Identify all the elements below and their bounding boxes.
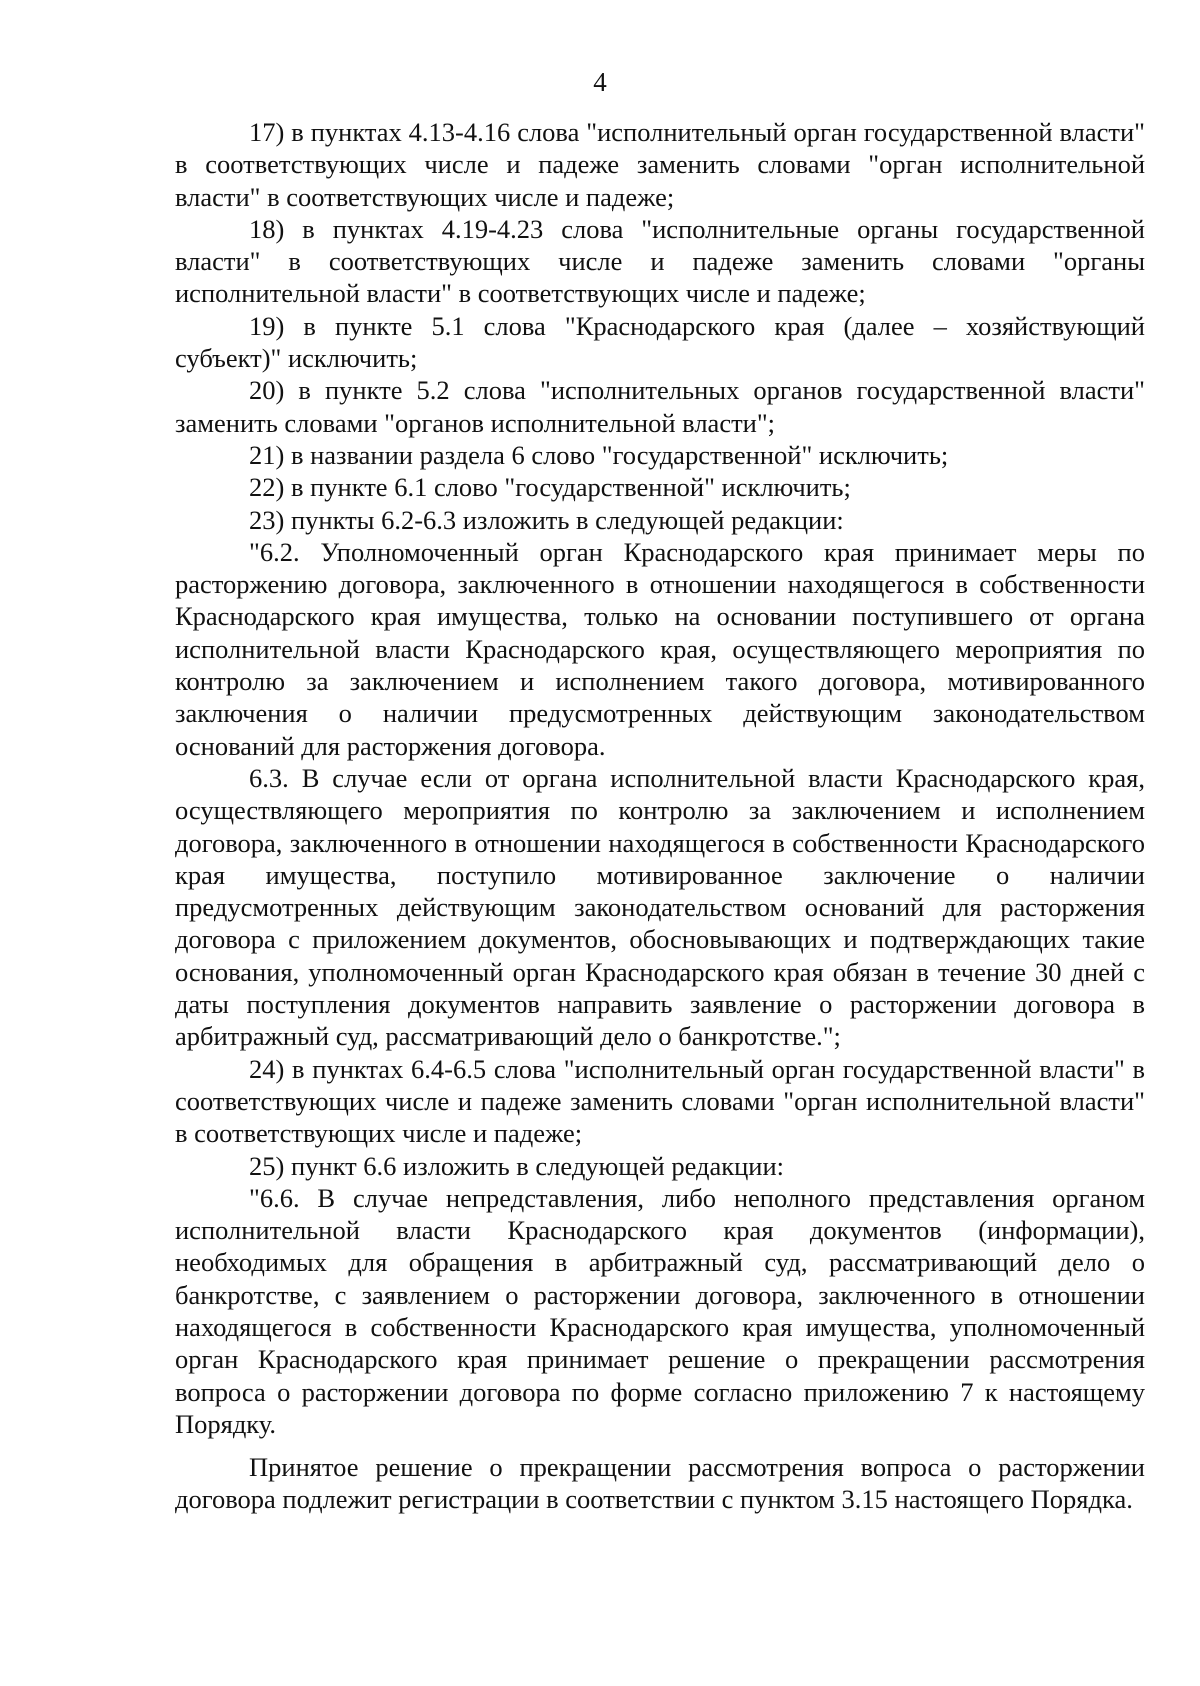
paragraph-registration-note: Принятое решение о прекращении рассмотрения вопроса о расторжении договора подлежит регистрации в соответствии с пунктом 3.15 настоящего Порядка. [175,1452,1145,1515]
paragraph-item-20: 20) в пункте 5.2 слова "исполнительных органов государственной власти" заменить словами "органов исполнительной власти"; [175,375,1145,438]
document-body [175,116,1145,1516]
paragraph-item-19: 19) в пункте 5.1 слова "Краснодарского края (далее – хозяйствующий субъект)" исключить; [175,310,1145,374]
paragraph-item-21: 21) в названии раздела 6 слово "государственной" исключить; [249,439,949,470]
page-number: 4 [593,67,607,97]
paragraph-item-24: 24) в пунктах 6.4-6.5 слова "исполнительный орган государственной власти" в соответствующих числе и падеже заменить словами "орган исполнительной власти" в соответствующих числе и падеже; [175,1053,1145,1149]
paragraph-clause-6-6: "6.6. В случае непредставления, либо неполного представления органом исполнительной власти Краснодарского края документов (информации), необходимых для обращения в арбитражный суд, рассматривающий дело о банкротстве, с заявлением о расторжении договора, заключенного в отношении находящегося в собственности Краснодарского края имущества, уполномоченный орган Краснодарского края принимает решение о прекращении рассмотрения вопроса о расторжении договора по форме согласно приложению 7 к настоящему Порядку. [175,1182,1145,1439]
paragraph-item-22: 22) в пункте 6.1 слово "государственной" исключить; [249,472,851,503]
paragraph-item-23: 23) пункты 6.2-6.3 изложить в следующей редакции: [249,504,844,535]
paragraph-item-17: 17) в пунктах 4.13-4.16 слова "исполнительный орган государственной власти" в соответствующих числе и падеже заменить словами "орган исполнительной власти" в соответствующих числе и падеже; [175,117,1145,212]
paragraph-clause-6-2: "6.2. Уполномоченный орган Краснодарского края принимает меры по расторжению договора, заключенного в отношении находящегося в собственности Краснодарского края имущества, только на основании поступившего от органа исполнительной власти Краснодарского края, осуществляющего мероприятия по контролю за заключением и исполнением такого договора, мотивированного заключения о наличии предусмотренных действующим законодательством оснований для расторжения договора. [175,536,1145,761]
paragraph-item-25: 25) пункт 6.6 изложить в следующей редакции: [249,1150,785,1181]
paragraph-item-18: 18) в пунктах 4.19-4.23 слова "исполнительные органы государственной власти" в соответствующих числе и падеже заменить словами "органы исполнительной власти" в соответствующих числе и падеже; [175,213,1145,309]
paragraph-clause-6-3: 6.3. В случае если от органа исполнительной власти Краснодарского края, осуществляющего мероприятия по контролю за заключением и исполнением договора, заключенного в отношении находящегося в собственности Краснодарского края имущества, поступило мотивированное заключение о наличии предусмотренных действующим законодательством оснований для расторжения договора с приложением документов, обосновывающих и подтверждающих такие основания, уполномоченный орган Краснодарского края обязан в течение 30 дней с даты поступления документов направить заявление о расторжении договора в арбитражный суд, рассматривающий дело о банкротстве."; [175,762,1145,1052]
